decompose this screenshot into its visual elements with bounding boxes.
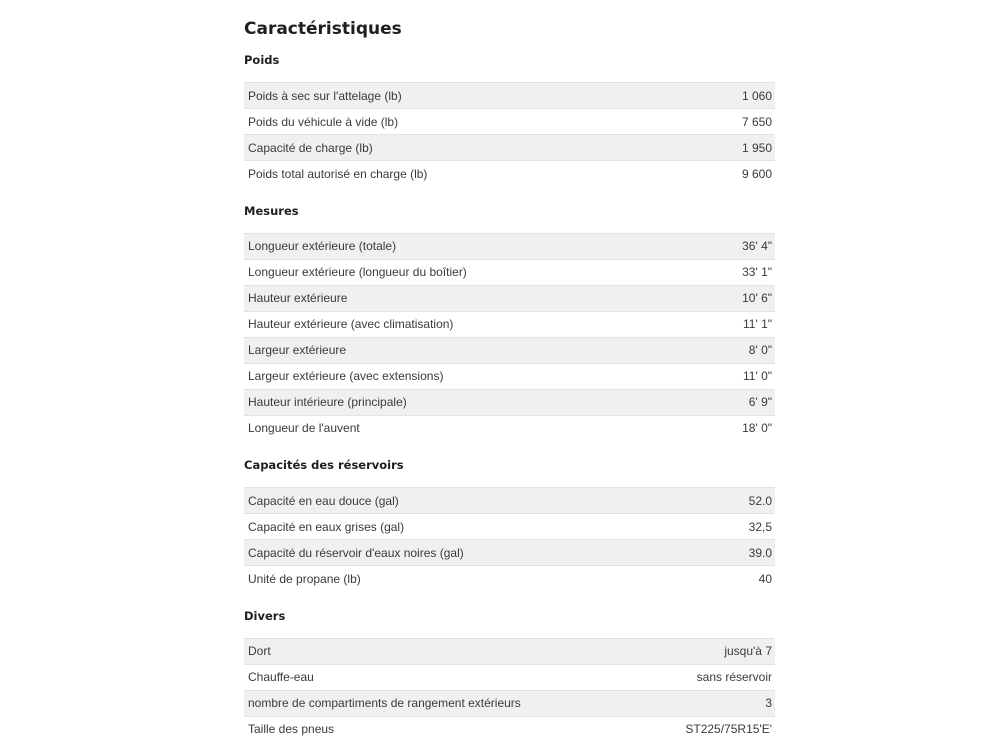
spec-table xyxy=(244,638,775,743)
spec-label: Unité de propane (lb) xyxy=(248,571,361,586)
spec-label: Chauffe-eau xyxy=(248,670,314,684)
table-row xyxy=(244,566,775,592)
spec-label: Capacité en eau douce (gal) xyxy=(248,493,399,508)
spec-value: 52.0 xyxy=(748,493,772,508)
spec-label: nombre de compartiments de rangement extérieurs xyxy=(248,696,521,710)
table-row xyxy=(244,109,775,135)
spec-label: Largeur extérieure (avec extensions) xyxy=(248,369,444,383)
table-row xyxy=(244,716,775,742)
spec-value: 36' 4" xyxy=(742,239,772,253)
spec-value: 3 xyxy=(765,696,772,710)
spec-section xyxy=(244,44,775,195)
spec-value: 18' 0" xyxy=(742,421,772,436)
spec-label: Poids total autorisé en charge (lb) xyxy=(248,166,428,181)
table-row xyxy=(244,690,775,716)
section-spacer xyxy=(244,592,775,600)
section-heading: Capacités des réservoirs xyxy=(244,458,404,472)
spec-label: Longueur extérieure (longueur du boîtier) xyxy=(248,265,467,279)
spec-table xyxy=(244,233,775,442)
spec-value: 11' 1" xyxy=(742,317,772,331)
spec-label: Capacité en eaux grises (gal) xyxy=(248,519,405,534)
spec-label: Dort xyxy=(248,644,271,658)
spec-value: 33' 1" xyxy=(742,265,772,279)
table-row xyxy=(244,514,775,540)
spec-sections xyxy=(244,44,775,750)
table-row xyxy=(244,285,775,311)
spec-value: 32,5 xyxy=(748,519,772,534)
table-row xyxy=(244,638,775,664)
spec-label: Hauteur extérieure (avec climatisation) xyxy=(248,317,454,331)
spec-label: Capacité du réservoir d'eaux noires (gal) xyxy=(248,545,464,560)
spec-value: 40 xyxy=(758,571,772,586)
spec-label: Taille des pneus xyxy=(248,722,335,737)
spec-value: 8' 0" xyxy=(748,343,772,357)
spec-value: 1 950 xyxy=(741,140,772,155)
section-heading: Poids xyxy=(244,53,280,67)
spec-label: Poids du véhicule à vide (lb) xyxy=(248,114,399,129)
table-row xyxy=(244,488,775,514)
table-row xyxy=(244,389,775,415)
table-row xyxy=(244,337,775,363)
section-spacer xyxy=(244,742,775,750)
spec-value: 10' 6" xyxy=(742,291,772,305)
spec-value: 1 060 xyxy=(741,88,772,103)
section-spacer xyxy=(244,441,775,449)
table-row xyxy=(244,259,775,285)
table-row xyxy=(244,83,775,109)
spec-section xyxy=(244,195,775,450)
section-spacer xyxy=(244,187,775,195)
spec-label: Capacité de charge (lb) xyxy=(248,140,373,155)
section-heading: Divers xyxy=(244,608,286,623)
spec-label: Longueur de l'auvent xyxy=(248,421,360,436)
table-row xyxy=(244,311,775,337)
spec-section xyxy=(244,600,775,750)
table-row xyxy=(244,415,775,441)
spec-value: 11' 0" xyxy=(742,369,772,383)
spec-label: Largeur extérieure xyxy=(248,343,347,357)
spec-table xyxy=(244,487,775,592)
page-title: Caractéristiques xyxy=(244,19,402,39)
spec-value: 39.0 xyxy=(748,545,772,560)
table-row xyxy=(244,135,775,161)
table-row xyxy=(244,664,775,690)
spec-label: Hauteur intérieure (principale) xyxy=(248,395,407,409)
spec-table xyxy=(244,82,775,187)
spec-value: 6' 9" xyxy=(748,395,772,409)
spec-value: 9 600 xyxy=(741,166,772,181)
table-row xyxy=(244,161,775,187)
spec-value: 7 650 xyxy=(741,114,772,129)
table-row xyxy=(244,363,775,389)
spec-label: Longueur extérieure (totale) xyxy=(248,239,397,253)
section-heading: Mesures xyxy=(244,203,299,218)
spec-value: jusqu'à 7 xyxy=(724,644,772,658)
spec-section xyxy=(244,449,775,600)
spec-value: ST225/75R15'E' xyxy=(685,722,772,737)
specs-container xyxy=(244,14,775,750)
table-row xyxy=(244,540,775,566)
spec-label: Hauteur extérieure xyxy=(248,291,348,305)
table-row xyxy=(244,233,775,259)
spec-value: sans réservoir xyxy=(696,670,772,684)
spec-label: Poids à sec sur l'attelage (lb) xyxy=(248,88,402,103)
